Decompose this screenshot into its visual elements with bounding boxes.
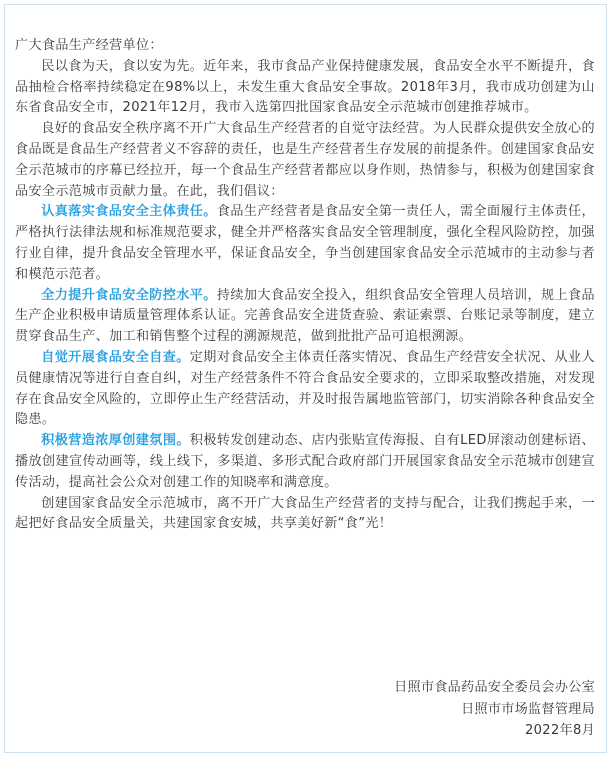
initiative-3-title: 自觉开展食品安全自查。 <box>41 349 190 365</box>
paragraph-context: 良好的食品安全秩序离不开广大食品生产经营者的自觉守法经营。为人民群众提供安全放心的食品既是食品生产经营者义不容辞的责任，也是生产经营者生存发展的前提条件。创建国家食品安全示范城市的序幕已经拉开，每一个食品生产经营者都应以身作则，热情参与，积极为创建国家食品安全示范城市贡献力量。在此，我们倡议： <box>15 121 595 199</box>
paragraph-intro: 民以食为天，食以安为先。近年来，我市食品产业保持健康发展，食品安全水平不断提升，食品抽检合格率持续稳定在98%以上，未发生重大食品安全事故。2018年3月，我市成功创建为山东省食品安全市，2021年12月，我市入选第四批国家食品安全示范城市创建推荐城市。 <box>15 58 595 116</box>
salutation: 广大食品生产经营单位： <box>15 38 163 53</box>
initiative-1 <box>15 202 595 285</box>
initiative-2 <box>15 286 595 348</box>
initiative-3 <box>15 348 595 431</box>
initiative-2-body: 持续加大食品安全投入，组织食品安全管理人员培训，规上食品生产企业积极申请质量管理体系认证。完善食品安全进货查验、索证索票、台账记录等制度，建立贯穿食品生产、加工和销售整个过程的溯源规范，做到批批产品可追根溯源。 <box>15 287 595 345</box>
initiative-1-body: 食品生产经营者是食品安全第一责任人，需全面履行主体责任，严格执行法律法规和标准规范要求，健全并严格落实食品安全管理制度，强化全程风险防控，加强行业自律，提升食品安全管理水平，保证食品安全，争当创建国家食品安全示范城市的主动参与者和模范示范者。 <box>15 204 595 282</box>
initiative-4-title: 积极营造浓厚创建氛围。 <box>41 433 190 449</box>
signature-block <box>394 677 595 742</box>
paragraph-closing: 创建国家食品安全示范城市，离不开广大食品生产经营者的支持与配合，让我们携起手来，一起把好食品安全质量关，共建国家食安城，共享美好新“食”光！ <box>15 495 595 532</box>
initiative-4 <box>15 431 595 493</box>
letter-body <box>15 36 595 535</box>
signature-org-1: 日照市食品药品安全委员会办公室 <box>394 680 595 695</box>
initiative-2-title: 全力提升食品安全防控水平。 <box>41 287 217 303</box>
initiative-3-body: 定期对食品安全主体责任落实情况、食品生产经营安全状况、从业人员健康情况等进行自查自纠，对生产经营条件不符合食品安全要求的，立即采取整改措施，对发现存在食品安全风险的，立即停止生产经营活动，并及时报告属地监管部门，切实消除各种食品安全隐患。 <box>15 349 595 428</box>
signature-date: 2022年8月 <box>525 723 595 738</box>
initiative-1-title: 认真落实食品安全主体责任。 <box>41 204 217 220</box>
signature-org-2: 日照市市场监督管理局 <box>461 701 595 717</box>
initiative-4-body: 积极转发创建动态、店内张贴宣传海报、自有LED屏滚动创建标语、播放创建宣传动画等，线上线下，多渠道、多形式配合政府部门开展国家食品安全示范城市创建宣传活动，提高社会公众对创建工作的知晓率和满意度。 <box>15 433 595 490</box>
